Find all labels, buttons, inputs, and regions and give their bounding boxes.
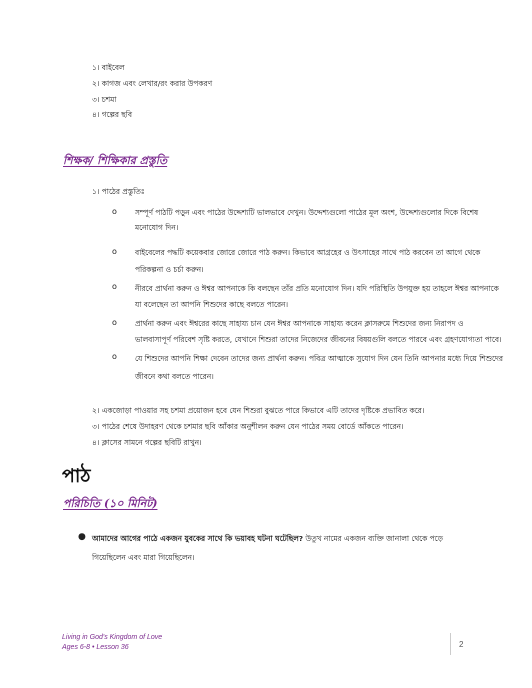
- teacher-prep-title: শিক্ষক/ শিক্ষিকার প্রস্তুতি: [63, 154, 168, 167]
- prep-bullet-line: যা বলেছেন তা আপনি শিশুদের কাছে বলতে পারেন।: [135, 300, 289, 309]
- circle-bullet-icon: o: [112, 352, 117, 361]
- intro-bullet-line: [92, 534, 443, 544]
- circle-bullet-icon: o: [112, 247, 117, 256]
- prep-item: ৪। ক্লাসের সামনে গল্পের ছবিটি রাখুন।: [92, 438, 202, 447]
- lesson-title: পাঠ: [62, 465, 91, 487]
- prep-bullet-line: সম্পূর্ণ পাঠটি পড়ুন এবং পাঠের উদ্দেশ্যটি ভালভাবে দেখুন। উদ্দেশ্যগুলো পাঠের মূল অংশ, উদ্দেশ্যগুলোর দিকে বিশেষ: [135, 208, 479, 217]
- circle-bullet-icon: o: [112, 207, 117, 216]
- intro-question: আমাদের আগের পাঠে একজন যুবকের সাথে কি ভয়াবহ ঘটনা ঘটেছিল?: [92, 534, 304, 543]
- material-item: ৪। গল্পের ছবি: [92, 110, 132, 119]
- prep-bullet-line: মনোযোগ দিন।: [135, 223, 179, 232]
- prep-bullet-line: যে শিশুদের আপনি শিক্ষা দেবেন তাদের জন্য প্রার্থনা করুন। পবিত্র আত্মাকে সুযোগ দিন যেন তিনি আপনার মধ্যে দিয়ে শিশুদের: [135, 354, 503, 363]
- page-number: 2: [459, 640, 464, 649]
- prep-bullet-line: পরিকল্পনা ও চর্চা করুন।: [135, 265, 204, 274]
- prep-bullet-line: ভালবাসাপূর্ণ পরিবেশ সৃষ্টি করতে, যেখানে শিশুরা তাদের নিজেদের জীবনের বিষয়গুলি বলতে পারবে এবং গ্রহণযোগ্যতা পাবে।: [135, 335, 502, 344]
- material-item: ১। বাইবেল: [92, 63, 125, 72]
- footer-subtitle: Ages 6-8 • Lesson 36: [62, 644, 129, 651]
- circle-bullet-icon: o: [112, 318, 117, 327]
- prep-bullet-line: জীবনে কথা বলতে পারেন।: [135, 372, 214, 381]
- material-item: ২। কাগজ এবং লেখার/রং করার উপকরণ: [92, 79, 213, 88]
- intro-bullet-line: গিয়েছিলেন এবং মারা গিয়েছিলেন।: [92, 553, 195, 562]
- footer-title: Living in God's Kingdom of Love: [62, 634, 163, 641]
- intro-answer: উতুখ নামের একজন ব্যক্তি জানালা থেকে পড়ে: [303, 534, 443, 543]
- prep-intro: ১। পাঠের প্রস্তুতিঃ: [92, 187, 145, 196]
- material-item: ৩। চশমা: [92, 95, 117, 104]
- prep-bullet-line: বাইবেলের পদ্ধটি কয়েকবার জোরে জোরে পাঠ করুন। কিভাবে আগ্রহের ও উৎসাহের সাথে পাঠ করবেন তা আগে থেকে: [135, 248, 481, 257]
- intro-title: পরিচিতি (১০ মিনিট): [63, 497, 158, 510]
- footer-divider: [450, 633, 451, 655]
- prep-bullet-line: প্রার্থনা করুন এবং ঈশ্বরের কাছে সাহায্য চান যেন ঈশ্বর আপনাকে সাহায্য করেন ক্লাসরুমে শিশুদের জন্য নিরাপদ ও: [135, 319, 464, 328]
- prep-item: ২। একজোড়া পাওয়ার সহ চশমা প্রয়োজন হবে যেন শিশুরা বুঝতে পারে কিভাবে এটি তাদের দৃষ্টিকে প্রভাবিত করে।: [92, 406, 425, 415]
- circle-bullet-icon: o: [112, 282, 117, 291]
- prep-item: ৩। পাঠের শেষে উদাহরণ থেকে চশমার ছবি আঁকার অনুশীলন করুন যেন পাঠের সময় বোর্ডে আঁকতে পারেন।: [92, 422, 404, 431]
- prep-bullet-line: নীরবে প্রার্থনা করুন ও ঈশ্বর আপনাকে কি বলছেন তাঁর প্রতি মনোযোগ দিন। যদি পরিস্থিতি উপযুক্ত হয় তাহলে ঈশ্বর আপনাকে: [135, 284, 499, 293]
- bullet-dot-icon: ●: [78, 532, 86, 542]
